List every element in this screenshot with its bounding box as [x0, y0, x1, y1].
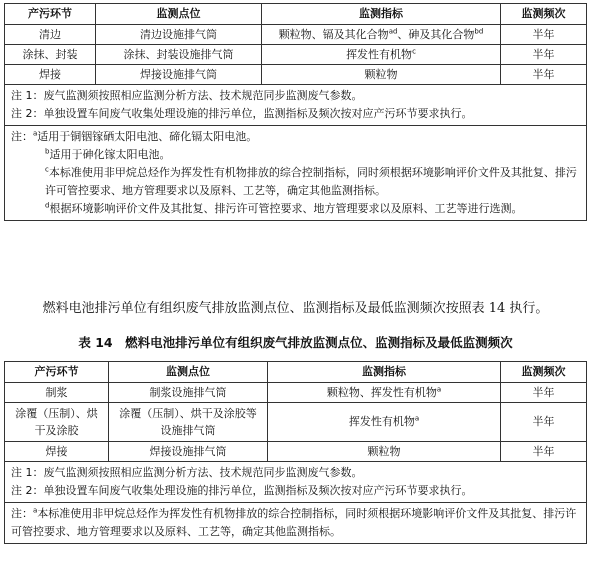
footnote-text: 适用于砷化镓太阳电池。: [49, 148, 171, 161]
footnote-a: [11, 128, 580, 146]
footnotes: [5, 126, 587, 221]
stage-line-1: 涂覆（压制）、烘: [15, 407, 98, 420]
cell-stage: 制浆: [5, 383, 109, 403]
table-footnote-row: [5, 503, 587, 544]
footnote-text: 本标准使用非甲烷总烃作为挥发性有机物排放的综合控制指标，同时须根据环境影响评价文件及其批复、排污许可管控要求、地方管理要求以及原料、工艺等，确定其他监测指标。: [11, 507, 577, 538]
header-frequency: 监测频次: [501, 362, 587, 383]
table-row: [5, 442, 587, 462]
cell-frequency: 半年: [501, 403, 587, 442]
header-point: 监测点位: [109, 362, 268, 383]
cell-point: 焊接设施排气筒: [109, 442, 268, 462]
footnote-mark: c: [412, 46, 416, 55]
footnote-text: 本标准使用非甲烷总烃作为挥发性有机物排放的综合控制指标，同时须根据环境影响评价文件及其批复、排污许可管控要求、地方管理要求以及原料、工艺等，确定其他监测指标。: [45, 166, 577, 197]
footnote-d: [11, 200, 580, 218]
cell-stage: 涂抹、封装: [5, 45, 96, 65]
table-14: [4, 361, 587, 544]
indicator-text: 挥发性有机物: [346, 47, 413, 61]
cell-point: 清边设施排气筒: [96, 25, 262, 45]
cell-stage: 焊接: [5, 65, 96, 85]
cell-point: 制浆设施排气筒: [109, 383, 268, 403]
footnote-c: [11, 164, 580, 200]
note-1: 注 1：废气监测须按照相应监测分析方法、技术规范同步监测废气参数。: [11, 89, 363, 102]
footnote-mark: c: [45, 165, 49, 174]
cell-frequency: 半年: [501, 442, 587, 462]
table-row: [5, 65, 587, 85]
cell-indicator: [268, 383, 501, 403]
cell-point: [109, 403, 268, 442]
table-row: [5, 403, 587, 442]
cell-point: 焊接设施排气筒: [96, 65, 262, 85]
cell-stage: 清边: [5, 25, 96, 45]
cell-point: 涂抹、封装设施排气筒: [96, 45, 262, 65]
cell-indicator: [268, 403, 501, 442]
table-header-row: [5, 362, 587, 383]
indicator-text: 挥发性有机物: [348, 415, 415, 428]
table-row: [5, 383, 587, 403]
general-notes: [5, 462, 587, 503]
cell-indicator: 颗粒物: [268, 442, 501, 462]
indicator-text: 、砷及其化合物: [397, 27, 475, 41]
header-stage: 产污环节: [5, 362, 109, 383]
table-caption: 表 14 燃料电池排污单位有组织废气排放监测点位、监测指标及最低监测频次: [78, 335, 513, 350]
footnote-mark: a: [414, 414, 420, 423]
footnote-mark: a: [33, 506, 38, 515]
header-stage: 产污环节: [5, 4, 96, 25]
point-line-1: 涂覆（压制）、烘干及涂胶等: [119, 407, 257, 420]
header-frequency: 监测频次: [501, 4, 587, 25]
table-header-row: [5, 4, 587, 25]
indicator-text: 颗粒物、镉及其化合物: [278, 27, 389, 41]
header-indicator: 监测指标: [262, 4, 501, 25]
cell-stage: 焊接: [5, 442, 109, 462]
footnote-prefix: 注：: [11, 507, 33, 520]
table-note-row: [5, 85, 587, 126]
cell-frequency: 半年: [501, 25, 587, 45]
cell-frequency: 半年: [501, 45, 587, 65]
point-line-2: 设施排气筒: [160, 424, 216, 437]
indicator-text: 颗粒物、挥发性有机物: [326, 385, 437, 399]
body-paragraph: 燃料电池排污单位有组织废气排放监测点位、监测指标及最低监测频次按照表 14 执行。: [42, 301, 549, 316]
table-footnote-row: [5, 126, 587, 221]
header-point: 监测点位: [96, 4, 262, 25]
cell-stage: [5, 403, 109, 442]
note-2: 注 2：单独设置车间废气收集处理设施的排污单位，监测指标及频次按对应产污环节要求执行。: [11, 107, 473, 120]
footnote-mark: ad: [388, 26, 398, 35]
footnote-b: [11, 146, 580, 164]
general-notes: [5, 85, 587, 126]
header-indicator: 监测指标: [268, 362, 501, 383]
footnotes: [5, 503, 587, 544]
stage-line-2: 干及涂胶: [34, 424, 79, 437]
footnote-text: 根据环境影响评价文件及其批复、排污许可管控要求、地方管理要求以及原料、工艺等进行选测。: [49, 202, 523, 215]
cell-frequency: 半年: [501, 383, 587, 403]
footnote-mark: d: [45, 201, 50, 210]
footnote-text: 适用于铜铟镓硒太阳电池、碲化镉太阳电池。: [37, 130, 258, 143]
footnote-a: [11, 505, 580, 541]
note-1: 注 1：废气监测须按照相应监测分析方法、技术规范同步监测废气参数。: [11, 466, 363, 479]
footnote-mark: b: [45, 147, 50, 156]
note-2: 注 2：单独设置车间废气收集处理设施的排污单位，监测指标及频次按对应产污环节要求执行。: [11, 484, 473, 497]
table-note-row: [5, 462, 587, 503]
cell-indicator: [262, 45, 501, 65]
cell-indicator: [262, 25, 501, 45]
footnote-mark: a: [33, 129, 38, 138]
cell-frequency: 半年: [501, 65, 587, 85]
table-row: [5, 25, 587, 45]
cell-indicator: 颗粒物: [262, 65, 501, 85]
table-13: [4, 3, 587, 221]
table-row: [5, 45, 587, 65]
footnote-prefix: 注：: [11, 130, 33, 143]
footnote-mark: bd: [474, 26, 484, 35]
footnote-mark: a: [436, 384, 442, 393]
